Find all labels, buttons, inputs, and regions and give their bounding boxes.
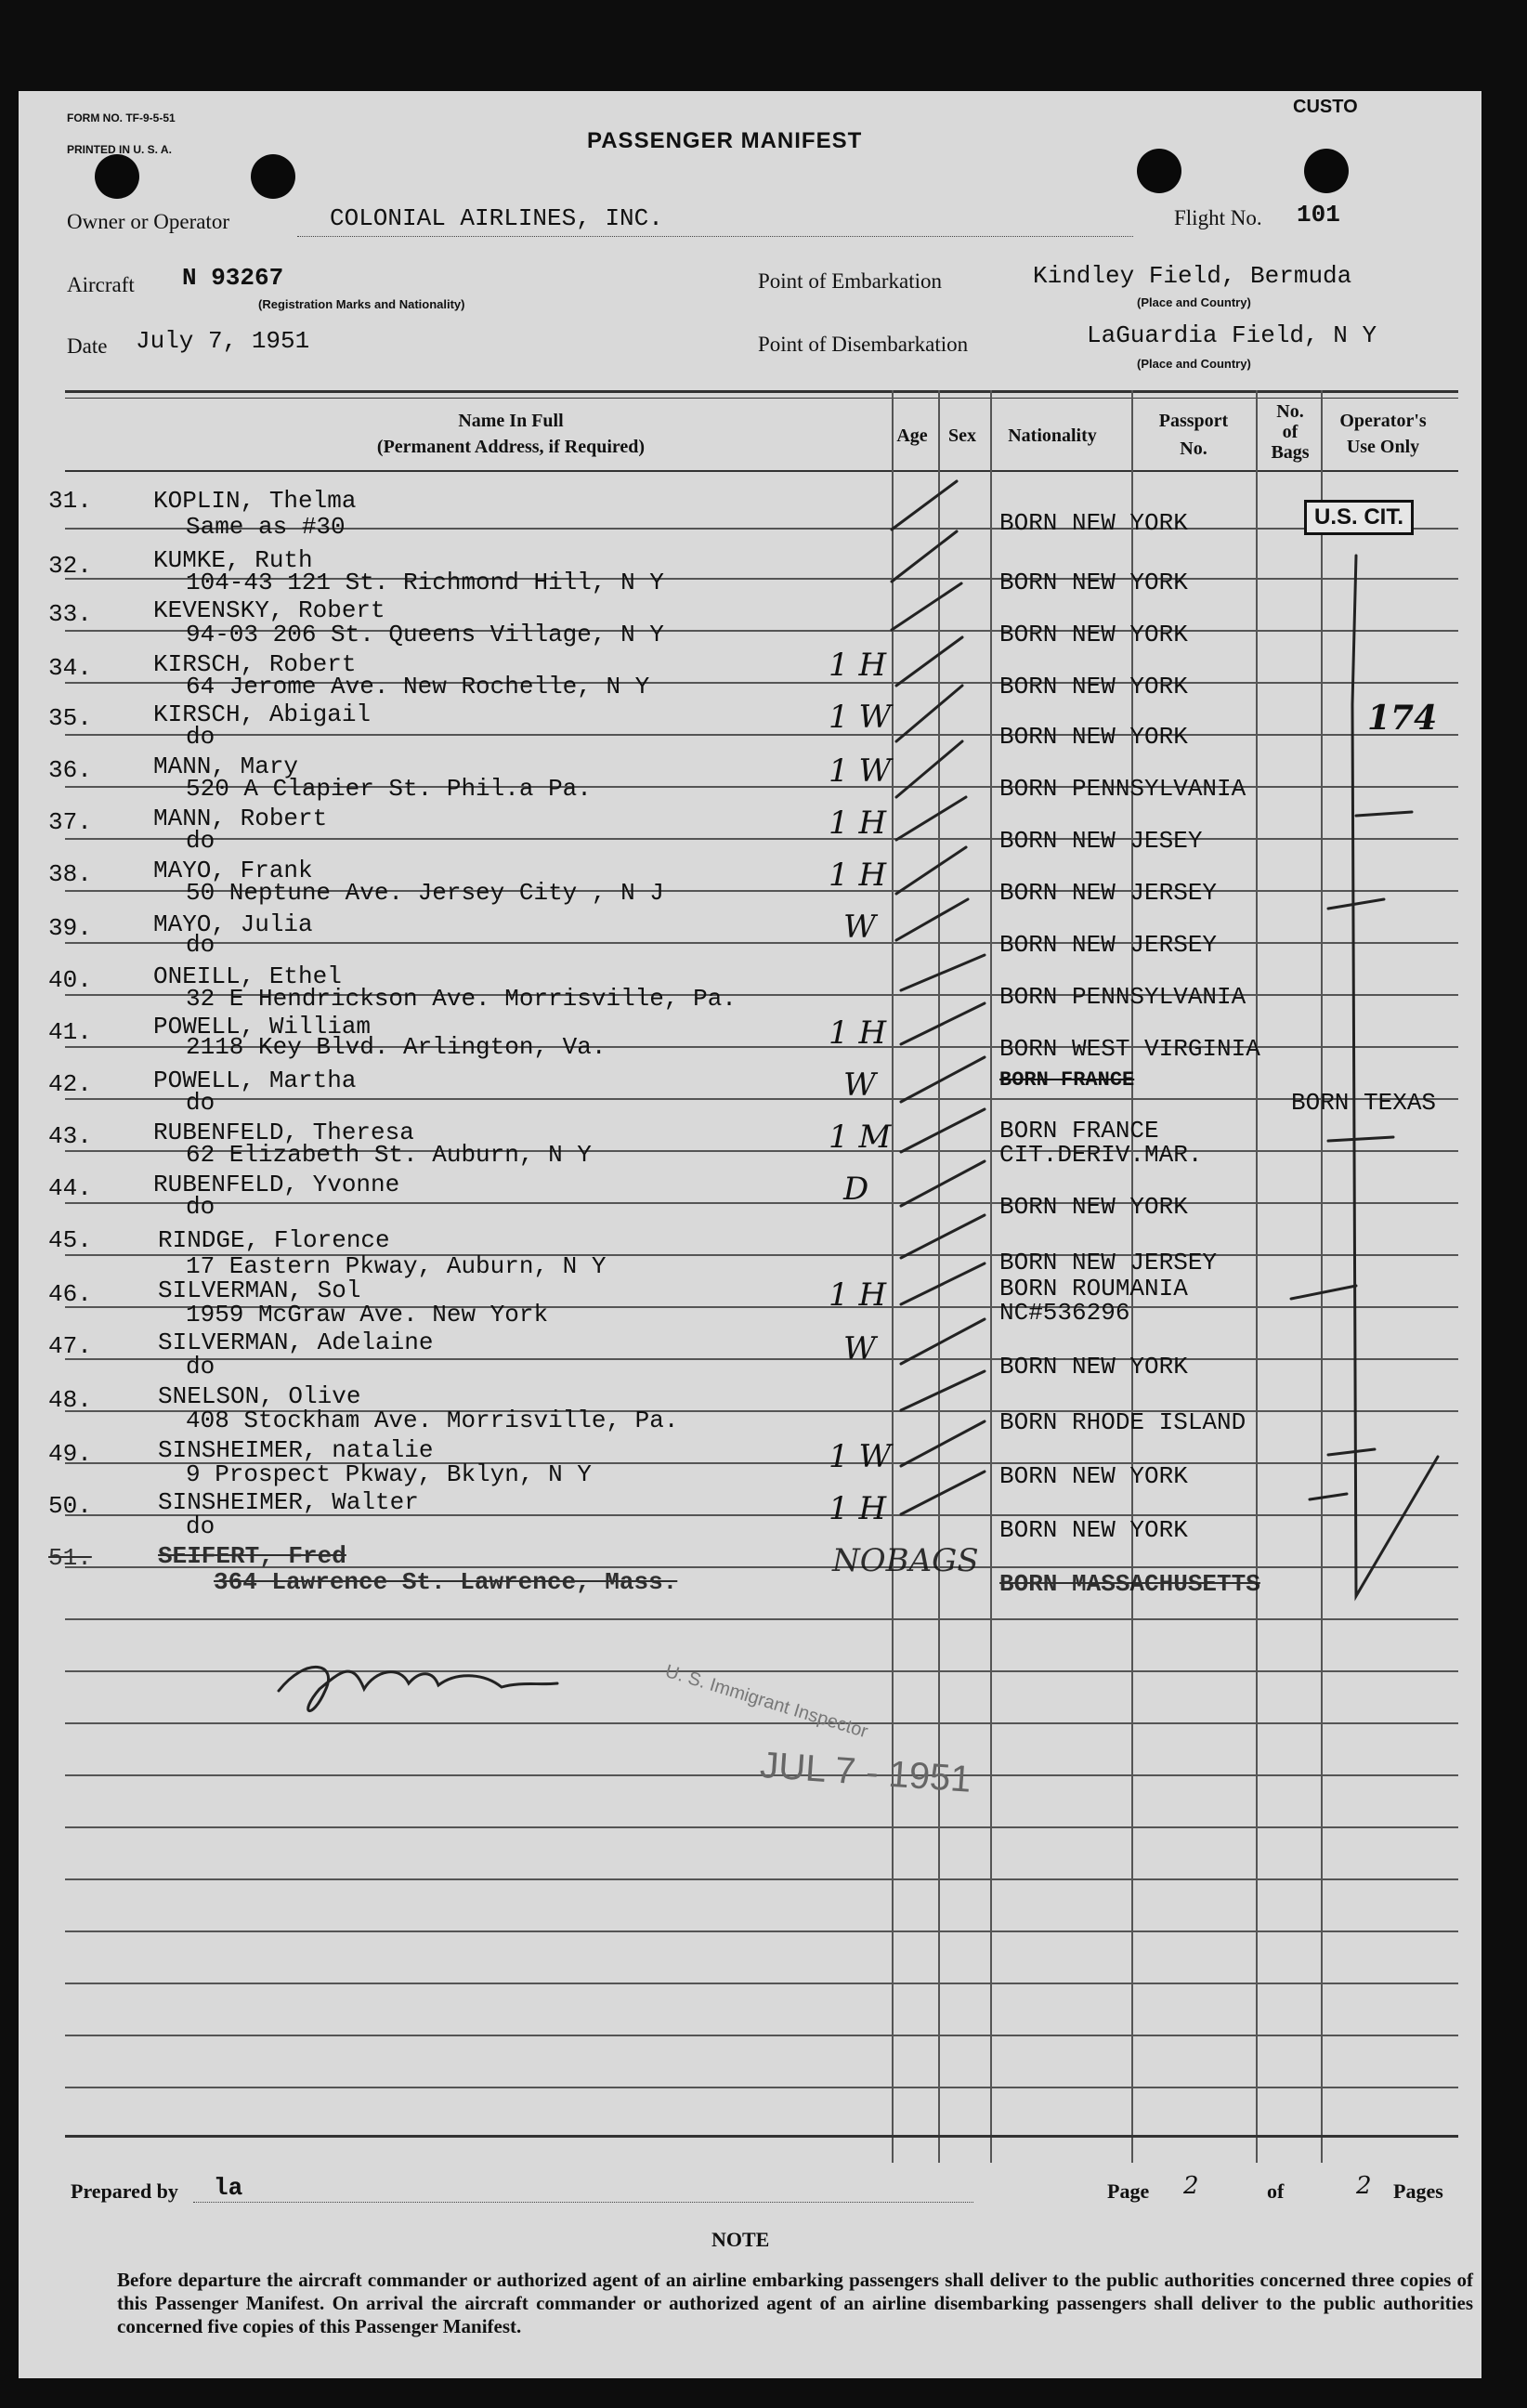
age-sex-mark: 1 M — [829, 1119, 892, 1156]
nationality-value: BORN NEW YORK — [999, 569, 1188, 596]
row-number: 51. — [48, 1544, 92, 1572]
col-age: Age — [896, 425, 928, 446]
passenger-name: MANN, Robert — [153, 805, 328, 832]
nationality-value: BORN NEW YORK — [999, 1516, 1188, 1544]
passenger-address: 520 A Clapier St. Phil.a Pa. — [186, 775, 592, 803]
corner-label: CUSTO — [1293, 97, 1358, 117]
nationality-value: BORN NEW YORK — [999, 1353, 1188, 1381]
page-value: 2 — [1183, 2172, 1199, 2200]
col-operator-2: Use Only — [1346, 437, 1420, 457]
age-sex-mark: W — [843, 1067, 876, 1104]
disembark-sub: (Place and Country) — [1137, 357, 1251, 371]
nationality-detail: CIT.DERIV.MAR. — [999, 1141, 1203, 1169]
row-number: 32. — [48, 552, 92, 580]
passenger-name: RINDGE, Florence — [158, 1226, 390, 1254]
passenger-address: 364 Lawrence St. Lawrence, Mass. — [214, 1568, 678, 1596]
passenger-address: do — [186, 1193, 215, 1221]
col-passport-1: Passport — [1158, 411, 1229, 431]
passenger-address: 94-03 206 St. Queens Village, N Y — [186, 621, 664, 648]
passenger-address: 1959 McGraw Ave. New York — [186, 1301, 549, 1328]
inspector-stamp-date: JUL 7 - 1951 — [758, 1745, 972, 1800]
passenger-name: SEIFERT, Fred — [158, 1542, 346, 1570]
nationality-value: BORN NEW JESEY — [999, 827, 1203, 855]
passenger-address: Same as #30 — [186, 513, 346, 541]
prepared-by-label: Prepared by — [71, 2179, 178, 2203]
note-text: Before departure the aircraft commander or authorized agent of an airline embarking passengers shall deliver to the public authorities concerned three copies of this Passenger Manifest. On arrival the aircraft commander or authorized agent of an airline disembarking passengers shall deliver to the public authorities concerned five copies of this Passenger Manifest. — [117, 2269, 1473, 2337]
aircraft-sub: (Registration Marks and Nationality) — [258, 297, 465, 311]
nationality-correction: BORN TEXAS — [1291, 1089, 1437, 1117]
page-title: PASSENGER MANIFEST — [587, 128, 863, 153]
passenger-address: 50 Neptune Ave. Jersey City , N J — [186, 879, 664, 907]
passenger-name: KIRSCH, Robert — [153, 650, 357, 678]
nationality-value: BORN NEW JERSEY — [999, 879, 1218, 907]
disembark-value: LaGuardia Field, N Y — [1087, 321, 1377, 349]
of-label: of — [1267, 2179, 1285, 2203]
row-number: 42. — [48, 1070, 92, 1098]
age-sex-mark: 1 H — [829, 857, 887, 894]
flight-value: 101 — [1297, 201, 1340, 229]
passenger-name: MANN, Mary — [153, 752, 299, 780]
owner-value: COLONIAL AIRLINES, INC. — [330, 204, 663, 232]
flight-label: Flight No. — [1174, 206, 1262, 229]
embark-sub: (Place and Country) — [1137, 295, 1251, 309]
age-sex-mark: 1 W — [829, 699, 892, 736]
row-number: 39. — [48, 914, 92, 942]
pages-label: Pages — [1393, 2179, 1443, 2203]
passenger-address: 62 Elizabeth St. Auburn, N Y — [186, 1141, 592, 1169]
age-sex-mark: 1 H — [829, 805, 887, 842]
embark-label: Point of Embarkation — [758, 269, 943, 293]
col-name-sub: (Permanent Address, if Required) — [376, 437, 646, 457]
passenger-address: 408 Stockham Ave. Morrisville, Pa. — [186, 1407, 679, 1434]
passenger-address: 104-43 121 St. Richmond Hill, N Y — [186, 569, 664, 596]
embark-value: Kindley Field, Bermuda — [1033, 262, 1352, 290]
naturalization-number: NC#536296 — [999, 1299, 1130, 1327]
row-number: 31. — [48, 487, 92, 515]
age-sex-mark: D — [843, 1171, 869, 1208]
nationality-value: BORN NEW JERSEY — [999, 931, 1218, 959]
row-number: 50. — [48, 1492, 92, 1520]
nationality-value: BORN PENNSYLVANIA — [999, 983, 1246, 1011]
passenger-name: KUMKE, Ruth — [153, 546, 313, 574]
col-sex: Sex — [948, 425, 976, 446]
nationality-value: BORN MASSACHUSETTS — [999, 1570, 1260, 1598]
row-number: 44. — [48, 1174, 92, 1202]
aircraft-label: Aircraft — [67, 273, 135, 296]
passenger-name: POWELL, William — [153, 1013, 372, 1040]
disembark-label: Point of Disembarkation — [758, 333, 969, 356]
passenger-name: SNELSON, Olive — [158, 1382, 361, 1410]
row-number: 47. — [48, 1332, 92, 1360]
age-sex-mark: 1 H — [829, 1490, 887, 1527]
passenger-name: POWELL, Martha — [153, 1067, 357, 1094]
row-number: 49. — [48, 1440, 92, 1468]
passenger-name: SILVERMAN, Adelaine — [158, 1328, 434, 1356]
row-number: 37. — [48, 808, 92, 836]
date-value: July 7, 1951 — [136, 327, 310, 355]
passenger-name: KIRSCH, Abigail — [153, 700, 372, 728]
date-label: Date — [67, 334, 108, 358]
age-sex-mark: 1 H — [829, 1276, 887, 1314]
col-bags-2: of — [1282, 422, 1299, 442]
nationality-value: BORN NEW YORK — [999, 621, 1188, 648]
passenger-address: do — [186, 931, 215, 959]
nationality-value: BORN NEW JERSEY — [999, 1249, 1218, 1276]
passenger-name: SILVERMAN, Sol — [158, 1276, 361, 1304]
row-number: 40. — [48, 966, 92, 994]
row-number: 35. — [48, 704, 92, 732]
no-bags-mark: NOBAGS — [832, 1542, 979, 1579]
handwritten-checkmarks — [19, 91, 1481, 2378]
nationality-value: BORN WEST VIRGINIA — [999, 1035, 1260, 1063]
passenger-name: RUBENFELD, Yvonne — [153, 1171, 400, 1198]
owner-label: Owner or Operator — [67, 210, 229, 233]
passenger-name: ONEILL, Ethel — [153, 962, 342, 990]
nationality-value: BORN NEW YORK — [999, 509, 1188, 537]
row-number: 41. — [48, 1018, 92, 1046]
nationality-value: BORN FRANCE — [999, 1068, 1135, 1092]
manifest-sheet — [19, 91, 1481, 2378]
passenger-address: do — [186, 1353, 215, 1381]
age-sex-mark: 1 W — [829, 752, 892, 790]
passenger-name: KOPLIN, Thelma — [153, 487, 357, 515]
col-passport-2: No. — [1180, 438, 1207, 459]
nationality-value: BORN NEW YORK — [999, 723, 1188, 751]
row-number: 43. — [48, 1122, 92, 1150]
age-sex-mark: 1 W — [829, 1438, 892, 1475]
age-sex-mark: W — [843, 1330, 876, 1368]
passenger-address: do — [186, 723, 215, 751]
nationality-value: BORN PENNSYLVANIA — [999, 775, 1246, 803]
row-number: 48. — [48, 1386, 92, 1414]
printed-in: PRINTED IN U. S. A. — [67, 143, 172, 156]
age-sex-mark: W — [843, 909, 876, 946]
row-number: 46. — [48, 1280, 92, 1308]
passenger-address: do — [186, 1089, 215, 1117]
inspector-stamp-text: U. S. Immigrant Inspector — [662, 1661, 870, 1743]
passenger-address: do — [186, 827, 215, 855]
passenger-name: MAYO, Frank — [153, 857, 313, 884]
form-number: FORM NO. TF-9-5-51 — [67, 111, 176, 124]
col-operator-1: Operator's — [1339, 411, 1427, 431]
aircraft-value: N 93267 — [182, 264, 284, 292]
passenger-address: 64 Jerome Ave. New Rochelle, N Y — [186, 673, 650, 700]
passenger-name: MAYO, Julia — [153, 910, 313, 938]
row-number: 45. — [48, 1226, 92, 1254]
prepared-underline — [193, 2202, 973, 2203]
age-sex-mark: 1 H — [829, 1014, 887, 1052]
col-nationality: Nationality — [1008, 425, 1097, 446]
nationality-value: BORN FRANCE — [999, 1117, 1159, 1145]
nationality-value: BORN NEW YORK — [999, 1462, 1188, 1490]
passenger-address: 9 Prospect Pkway, Bklyn, N Y — [186, 1460, 592, 1488]
passenger-address: do — [186, 1512, 215, 1540]
passenger-address: 32 E Hendrickson Ave. Morrisville, Pa. — [186, 985, 737, 1013]
passenger-name: RUBENFELD, Theresa — [153, 1119, 414, 1146]
col-name: Name In Full — [458, 411, 564, 431]
row-number: 38. — [48, 860, 92, 888]
page-label: Page — [1107, 2179, 1150, 2203]
total-pages-value: 2 — [1356, 2172, 1372, 2200]
passenger-name: KEVENSKY, Robert — [153, 596, 385, 624]
col-bags-3: Bags — [1271, 442, 1310, 463]
passenger-name: SINSHEIMER, Walter — [158, 1488, 419, 1516]
nationality-value: BORN NEW YORK — [999, 673, 1188, 700]
passenger-address: 2118 Key Blvd. Arlington, Va. — [186, 1033, 607, 1061]
note-title: NOTE — [711, 2228, 770, 2251]
passenger-address: 17 Eastern Pkway, Auburn, N Y — [186, 1252, 607, 1280]
nationality-value: BORN ROUMANIA — [999, 1275, 1188, 1302]
row-number: 34. — [48, 654, 92, 682]
age-sex-mark: 1 H — [829, 647, 887, 684]
row-number: 36. — [48, 756, 92, 784]
passenger-name: SINSHEIMER, natalie — [158, 1436, 434, 1464]
col-bags-1: No. — [1276, 401, 1304, 422]
prepared-by-value: la — [214, 2174, 243, 2202]
nationality-value: BORN NEW YORK — [999, 1193, 1188, 1221]
row-number: 33. — [48, 600, 92, 628]
nationality-value: BORN RHODE ISLAND — [999, 1408, 1246, 1436]
passenger-count: 174 — [1367, 699, 1438, 738]
us-citizen-stamp: U.S. CIT. — [1304, 500, 1414, 535]
